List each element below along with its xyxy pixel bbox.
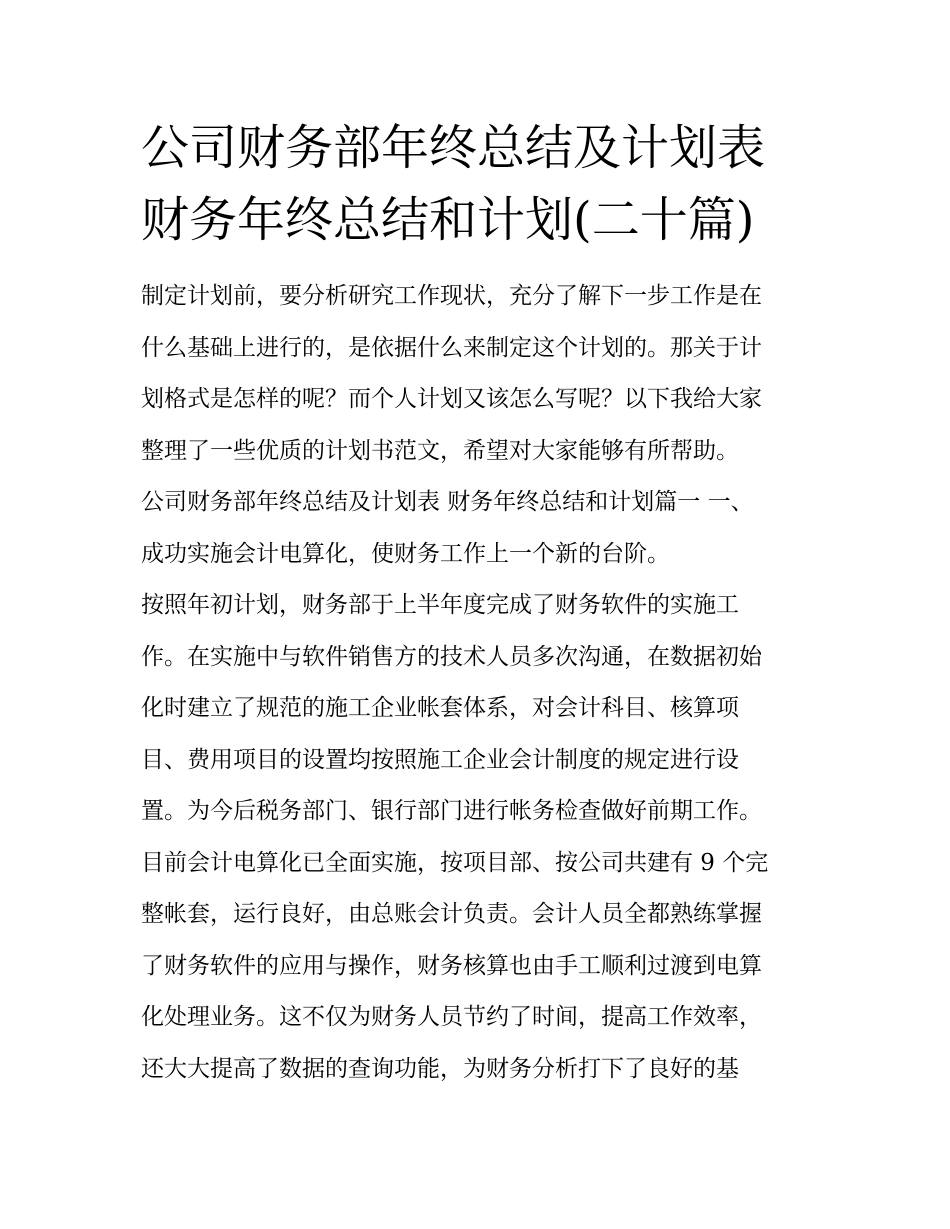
body-line: 制定计划前，要分析研究工作现状，充分了解下一步工作是在 [141, 283, 762, 309]
title-line-1: 公司财务部年终总结及计划表 [141, 120, 766, 176]
body-line: 目、费用项目的设置均按照施工企业会计制度的规定进行设 [141, 746, 739, 773]
document-title [141, 112, 813, 256]
body-line: 划格式是怎样的呢？而个人计划又该怎么写呢？以下我给大家 [141, 386, 762, 412]
body-line: 按照年初计划，财务部于上半年度完成了财务软件的实施工 [141, 592, 739, 618]
title-line-2: 财务年终总结和计划(二十篇) [141, 192, 755, 248]
body-line: 公司财务部年终总结及计划表 财务年终总结和计划篇一 一、 [141, 489, 754, 515]
body-line: 了财务软件的应用与操作，财务核算也由手工顺利过渡到电算 [141, 952, 762, 979]
body-line: 什么基础上进行的，是依据什么来制定这个计划的。那关于计 [141, 334, 762, 361]
body-line: 目前会计电算化已全面实施，按项目部、按公司共建有 9 个完 [141, 849, 769, 876]
body-line: 整理了一些优质的计划书范文，希望对大家能够有所帮助。 [141, 437, 739, 464]
body-line: 化处理业务。这不仅为财务人员节约了时间，提高工作效率， [141, 1004, 762, 1030]
body-line: 置。为今后税务部门、银行部门进行帐务检查做好前期工作。 [141, 798, 762, 824]
document-body [141, 271, 813, 1095]
body-line: 还大大提高了数据的查询功能，为财务分析打下了良好的基 [141, 1055, 739, 1082]
document-content [141, 112, 813, 1095]
body-line: 化时建立了规范的施工企业帐套体系，对会计科目、核算项 [141, 695, 739, 721]
body-line: 作。在实施中与软件销售方的技术人员多次沟通，在数据初始 [141, 643, 762, 670]
body-line: 成功实施会计电算化，使财务工作上一个新的台阶。 [141, 540, 670, 567]
body-line: 整帐套，运行良好，由总账会计负责。会计人员全都熟练掌握 [141, 901, 762, 927]
